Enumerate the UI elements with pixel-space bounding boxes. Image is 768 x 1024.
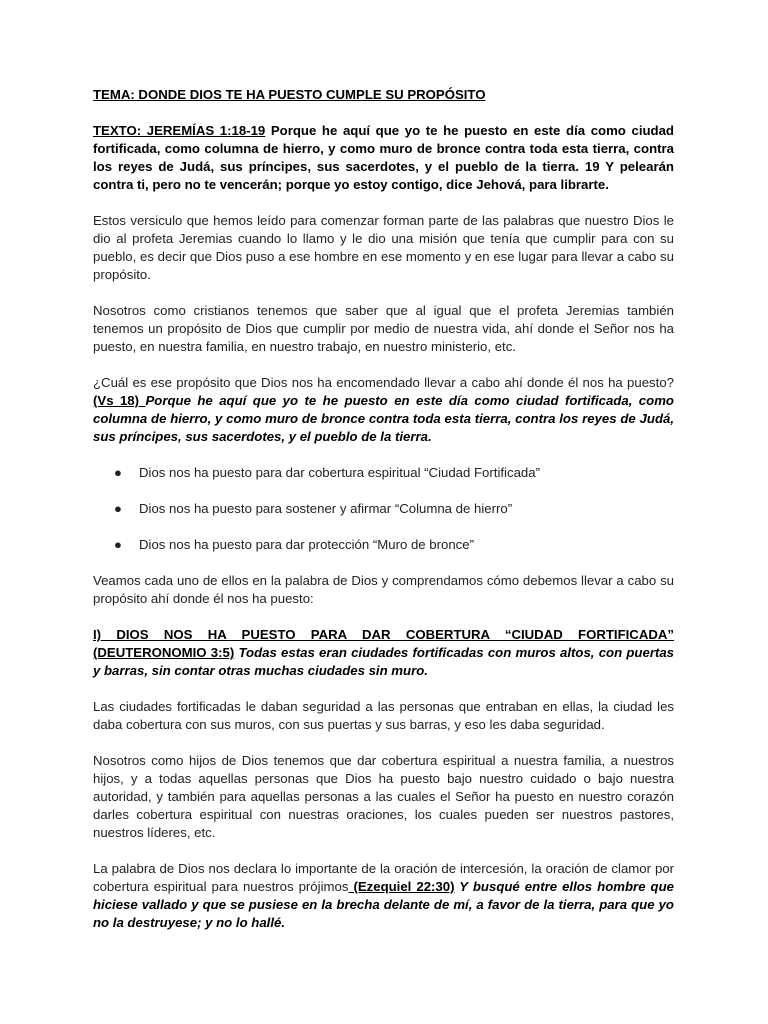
paragraph-3-text: ¿Cuál es ese propósito que Dios nos ha encomendado llevar a cabo ahí donde él nos ha puesto?: [93, 375, 674, 390]
paragraph-3: [93, 374, 674, 446]
list-item-text: Dios nos ha puesto para dar protección “Muro de bronce”: [139, 537, 474, 552]
bullet-icon: ●: [114, 501, 122, 516]
list-item: [93, 536, 674, 554]
paragraph-7-text: La palabra de Dios nos declara lo importante de la oración de intercesión, la oración de clamor por cobertura espiritual para nuestros prójimos: [93, 861, 674, 894]
paragraph-7: [93, 860, 674, 932]
paragraph-1: Estos versiculo que hemos leído para comenzar forman parte de las palabras que nuestro Dios le dio al profeta Jeremias cuando lo llamo y le dio una misión que tenía que cumplir para con su pueblo, es decir que Dios puso a ese hombre en ese momento y en ese lugar para llevar a cabo su propósito.: [93, 213, 674, 282]
paragraph-4: Veamos cada uno de ellos en la palabra de Dios y comprendamos cómo debemos llevar a cabo su propósito ahí donde él nos ha puesto:: [93, 573, 674, 606]
paragraph-2: Nosotros como cristianos tenemos que saber que al igual que el profeta Jeremias también tenemos un propósito de Dios que cumplir por medio de nuestra vida, ahí donde el Señor nos ha puesto, en nuestra familia, en nuestro trabajo, en nuestro ministerio, etc.: [93, 303, 674, 354]
bullet-icon: ●: [114, 465, 122, 480]
list-item-text: Dios nos ha puesto para sostener y afirmar “Columna de hierro”: [139, 501, 513, 516]
texto-reference: TEXTO: JEREMÍAS 1:18-19: [93, 123, 266, 138]
list-item: [93, 500, 674, 518]
list-item-text: Dios nos ha puesto para dar cobertura espiritual “Ciudad Fortificada”: [139, 465, 540, 480]
texto-body: Porque he aquí que yo te he puesto en este día como ciudad fortificada, como columna de hierro, y como muro de bronce contra toda esta tierra, contra los reyes de Judá, sus príncipes, sus sacerdotes, y el pueblo de la tierra. 19 Y pelearán contra ti, pero no te vencerán; porque yo estoy contigo, dice Jehová, para librarte.: [93, 123, 674, 192]
verse-18-reference: (Vs 18): [93, 393, 146, 408]
bullet-icon: ●: [114, 537, 122, 552]
section-1-quote: Todas estas eran ciudades fortificadas con muros altos, con puertas y barras, sin contar otras muchas ciudades sin muro.: [93, 645, 675, 678]
list-item: [93, 464, 674, 482]
paragraph-6: Nosotros como hijos de Dios tenemos que dar cobertura espiritual a nuestra familia, a nuestros hijos, y a todas aquellas personas que Dios ha puesto bajo nuestro cuidado o bajo nuestra autoridad, y también para aquellas personas a las cuales el Señor ha puesto en nuestro corazón darles cobertura espiritual con nuestras oraciones, los cuales pueden ser nuestros pastores, nuestros líderes, etc.: [93, 753, 674, 840]
section-1-paragraph: [93, 626, 674, 680]
paragraph-5: Las ciudades fortificadas le daban seguridad a las personas que entraban en ellas, la ciudad les daba cobertura con sus muros, con sus puertas y sus barras, y eso les daba seguridad.: [93, 699, 674, 732]
page-title: TEMA: DONDE DIOS TE HA PUESTO CUMPLE SU PROPÓSITO: [93, 87, 486, 102]
section-1-heading: I) DIOS NOS HA PUESTO PARA DAR COBERTURA “CIUDAD FORTIFICADA” (DEUTERONOMIO 3:5): [93, 627, 674, 660]
ezequiel-quote: Y busqué entre ellos hombre que hiciese vallado y que se pusiese en la brecha delante de mí, a favor de la tierra, para que yo no la destruyese; y no lo hallé.: [93, 879, 674, 930]
ezequiel-reference: (Ezequiel 22:30): [348, 879, 455, 894]
verse-18-quote: Porque he aquí que yo te he puesto en este día como ciudad fortificada, como columna de hierro, y como muro de bronce contra toda esta tierra, contra los reyes de Judá, sus príncipes, sus sacerdotes, y el pueblo de la tierra.: [93, 393, 674, 444]
purpose-list: [93, 464, 674, 554]
texto-paragraph: [93, 122, 674, 194]
